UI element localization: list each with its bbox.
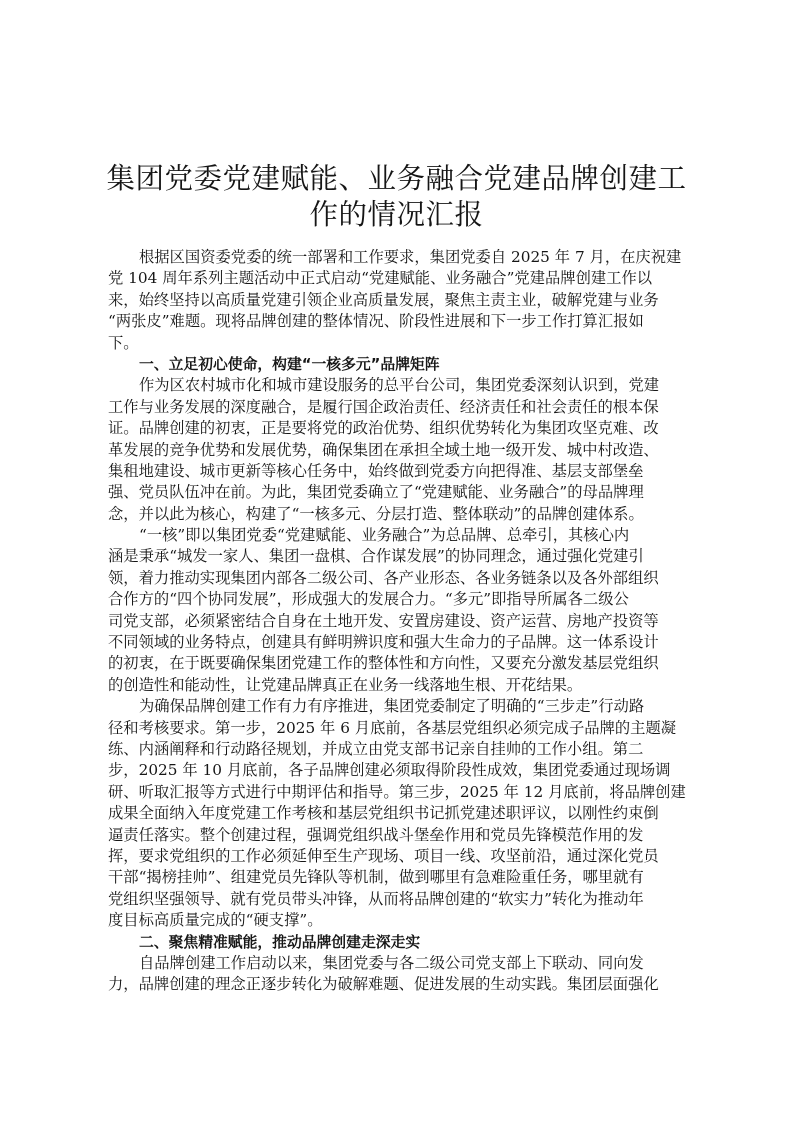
- body-paragraph: [108, 247, 698, 354]
- paragraph-line: “一核”即以集团党委“党建赋能、业务融合”为总品牌、总牵引，其核心内: [139, 526, 630, 545]
- body-paragraph: [108, 696, 698, 931]
- paragraph-line: 党组织坚强领导、就有党员带头冲锋，从而将品牌创建的“软实力”转化为推动年: [108, 889, 644, 908]
- paragraph-line: 为确保品牌创建工作有力有序推进，集团党委制定了明确的“三步走”行动路: [139, 697, 645, 716]
- body-paragraph: [108, 525, 698, 696]
- body-paragraph: [108, 375, 698, 525]
- paragraph-line: 挥，要求党组织的工作必须延伸至生产现场、项目一线、攻坚前沿，通过深化党员: [108, 846, 659, 865]
- paragraph-line: 来，始终坚持以高质量党建引领企业高质量发展，聚焦主责主业，破解党建与业务: [108, 290, 659, 309]
- document-body: [108, 247, 698, 996]
- paragraph-line: 步，2025 年 10 月底前，各子品牌创建必须取得阶段性成效，集团党委通过现场调: [108, 761, 671, 780]
- heading-line: 一、立足初心使命，构建“一核多元”品牌矩阵: [139, 355, 440, 373]
- paragraph-line: 司党支部，必须紧密结合自身在土地开发、安置房建设、资产运营、房地产投资等: [108, 611, 659, 630]
- paragraph-line: 的创造性和能动性，让党建品牌真正在业务一线落地生根、开花结果。: [108, 675, 583, 694]
- document-title: [90, 161, 703, 233]
- paragraph-line: 逼责任落实。整个创建过程，强调党组织战斗堡垒作用和党员先锋模范作用的发: [108, 825, 644, 844]
- paragraph-line: 证。品牌创建的初衷，正是要将党的政治优势、组织优势转化为集团攻坚克难、改: [108, 419, 659, 438]
- paragraph-line: 工作与业务发展的深度融合，是履行国企政治责任、经济责任和社会责任的根本保: [108, 397, 659, 416]
- paragraph-line: 的初衷，在于既要确保集团党建工作的整体性和方向性，又要充分激发基层党组织: [108, 654, 659, 673]
- paragraph-line: 自品牌创建工作启动以来，集团党委与各二级公司党支部上下联动、同向发: [139, 953, 644, 972]
- paragraph-line: 度目标高质量完成的“硬支撑”。: [108, 911, 323, 930]
- paragraph-line: 领，着力推动实现集团内部各二级公司、各产业形态、各业务链条以及各外部组织: [108, 568, 659, 587]
- paragraph-line: 强、党员队伍冲在前。为此，集团党委确立了“党建赋能、业务融合”的母品牌理: [108, 483, 644, 502]
- paragraph-line: 力，品牌创建的理念正逐步转化为破解难题、促进发展的生动实践。集团层面强化: [108, 975, 659, 994]
- paragraph-line: 革发展的竞争优势和发展优势，确保集团在承担全域土地一级开发、城中村改造、: [108, 440, 659, 459]
- title-line: 集团党委党建赋能、业务融合党建品牌创建工: [106, 162, 687, 196]
- paragraph-line: 不同领域的业务特点，创建具有鲜明辨识度和强大生命力的子品牌。这一体系设计: [108, 633, 659, 652]
- paragraph-line: 干部“揭榜挂帅”、组建党员先锋队等机制，做到哪里有急难险重任务，哪里就有: [108, 868, 644, 887]
- paragraph-line: 作为区农村城市化和城市建设服务的总平台公司，集团党委深刻认识到，党建: [139, 376, 660, 395]
- paragraph-line: 涵是秉承“城发一家人、集团一盘棋、合作谋发展”的协同理念，通过强化党建引: [108, 547, 644, 566]
- paragraph-line: 集租地建设、城市更新等核心任务中，始终做到党委方向把得准、基层支部堡垒: [108, 461, 644, 480]
- paragraph-line: 练、内涵阐释和行动路径规划，并成立由党支部书记亲自挂帅的工作小组。第二: [108, 739, 644, 758]
- section-heading: [108, 932, 698, 953]
- paragraph-line: 党 104 周年系列主题活动中正式启动“党建赋能、业务融合”党建品牌创建工作以: [108, 269, 653, 288]
- paragraph-line: 研、听取汇报等方式进行中期评估和指导。第三步，2025 年 12 月底前，将品牌创建: [108, 782, 686, 801]
- heading-line: 二、聚焦精准赋能，推动品牌创建走深走实: [139, 933, 421, 951]
- paragraph-line: “两张皮”难题。现将品牌创建的整体情况、阶段性进展和下一步工作打算汇报如: [108, 312, 644, 331]
- title-line: 作的情况汇报: [309, 198, 484, 232]
- section-heading: [108, 354, 698, 375]
- paragraph-line: 根据区国资委党委的统一部署和工作要求，集团党委自 2025 年 7 月，在庆祝建: [139, 248, 682, 266]
- paragraph-line: 念，并以此为核心，构建了“一核多元、分层打造、整体联动”的品牌创建体系。: [108, 504, 644, 523]
- paragraph-line: 下。: [108, 333, 139, 352]
- body-paragraph: [108, 953, 698, 996]
- paragraph-line: 成果全面纳入年度党建工作考核和基层党组织书记抓党建述职评议，以刚性约束倒: [108, 804, 659, 823]
- paragraph-line: 合作方的“四个协同发展”，形成强大的发展合力。“多元”即指导所属各二级公: [108, 590, 629, 609]
- paragraph-line: 径和考核要求。第一步，2025 年 6 月底前，各基层党组织必须完成子品牌的主题凝: [108, 718, 677, 737]
